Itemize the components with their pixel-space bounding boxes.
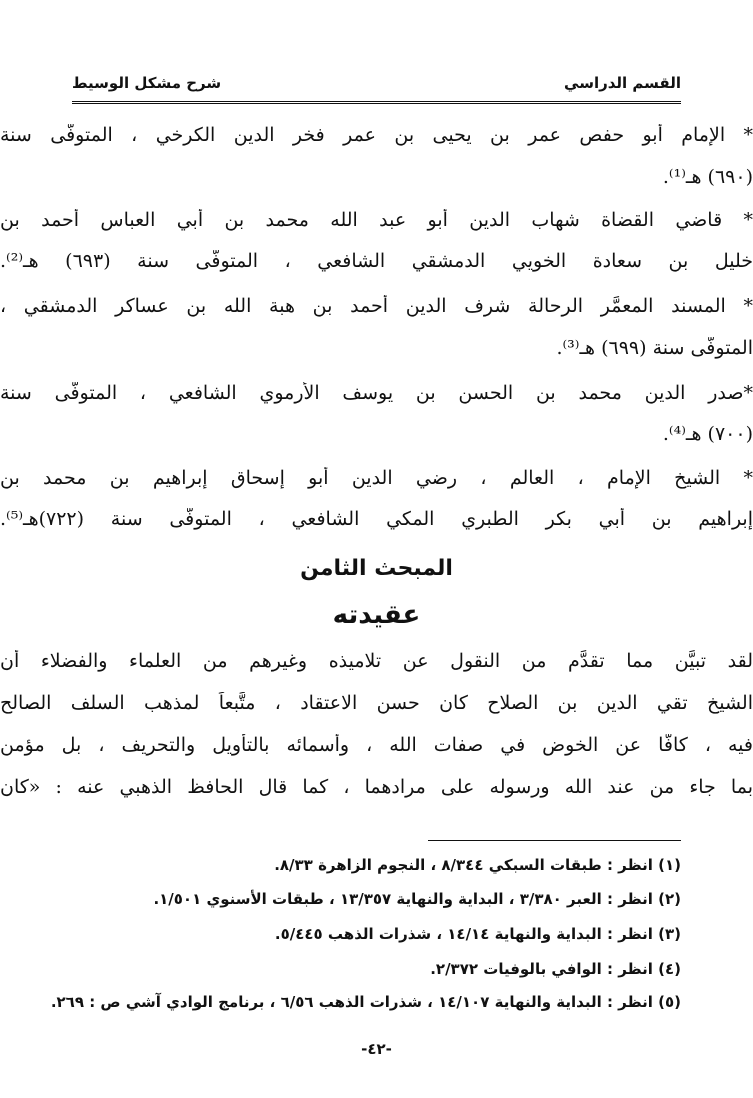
footnote-4: (٤) انظر : الوافي بالوفيات ٢/٣٧٢.	[430, 960, 681, 978]
paragraph-2-line-1: * قاضي القضاة شهاب الدين أبو عبد الله محمد بن أبي العباس أحمد بن	[0, 209, 753, 231]
paragraph-1-line-2: (٦٩٠) هـ⁽¹⁾.	[662, 166, 753, 188]
footnote-2: (٢) انظر : العبر ٣/٣٨٠ ، البداية والنهاية ١٣/٣٥٧ ، طبقات الأسنوي ١/٥٠١.	[153, 890, 681, 908]
paragraph-5-line-2: إبراهيم بن أبي بكر الطبري المكي الشافعي ، المتوفّى سنة (٧٢٢)هـ⁽⁵⁾.	[0, 508, 753, 530]
body-line-4: بما جاء من عند الله ورسوله على مرادهما ، كما قال الحافظ الذهبي عنه : «كان	[0, 776, 753, 798]
body-line-2: الشيخ تقي الدين بن الصلاح كان حسن الاعتقاد ، متَّبعاً لمذهب السلف الصالح	[0, 692, 753, 714]
header-rule	[72, 101, 681, 104]
paragraph-4-line-1: *صدر الدين محمد بن الحسن بن يوسف الأرموي الشافعي ، المتوفّى سنة	[0, 382, 753, 404]
paragraph-3-line-1: * المسند المعمَّر الرحالة شرف الدين أحمد بن هبة الله بن عساكر الدمشقي ،	[0, 295, 753, 317]
section-number-heading: المبحث الثامن	[300, 556, 453, 581]
page-number: -٤٢-	[361, 1040, 392, 1058]
book-title: شرح مشكل الوسيط	[72, 74, 222, 92]
body-line-1: لقد تبيَّن مما تقدَّم من النقول عن تلاميذه وغيرهم من العلماء والفضلاء أن	[0, 650, 753, 672]
footnote-1: (١) انظر : طبقات السبكي ٨/٣٤٤ ، النجوم الزاهرة ٨/٣٣.	[274, 856, 681, 874]
body-line-3: فيه ، كافًّا عن الخوض في صفات الله ، وأسمائه بالتأويل والتحريف ، بل مؤمن	[0, 734, 753, 756]
running-header	[72, 70, 681, 100]
paragraph-5-line-1: * الشيخ الإمام ، العالم ، رضي الدين أبو إسحاق إبراهيم بن محمد بن	[0, 467, 753, 489]
paragraph-4-line-2: (٧٠٠) هـ⁽⁴⁾.	[662, 423, 753, 445]
footnote-rule	[428, 840, 681, 841]
section-title: القسم الدراسي	[564, 74, 681, 92]
section-title-heading: عقيدته	[332, 600, 421, 630]
paragraph-2-line-2: خليل بن سعادة الخويي الدمشقي الشافعي ، المتوفّى سنة (٦٩٣) هـ⁽²⁾.	[0, 250, 753, 272]
footnote-5: (٥) انظر : البداية والنهاية ١٤/١٠٧ ، شذرات الذهب ٦/٥٦ ، برنامج الوادي آشي ص : ٢٦٩.	[50, 993, 681, 1011]
footnote-3: (٣) انظر : البداية والنهاية ١٤/١٤ ، شذرات الذهب ٥/٤٤٥.	[274, 925, 681, 943]
paragraph-1-line-1: * الإمام أبو حفص عمر بن يحيى بن عمر فخر الدين الكرخي ، المتوفّى سنة	[0, 124, 753, 146]
paragraph-3-line-2: المتوفّى سنة (٦٩٩) هـ⁽³⁾.	[556, 337, 753, 359]
